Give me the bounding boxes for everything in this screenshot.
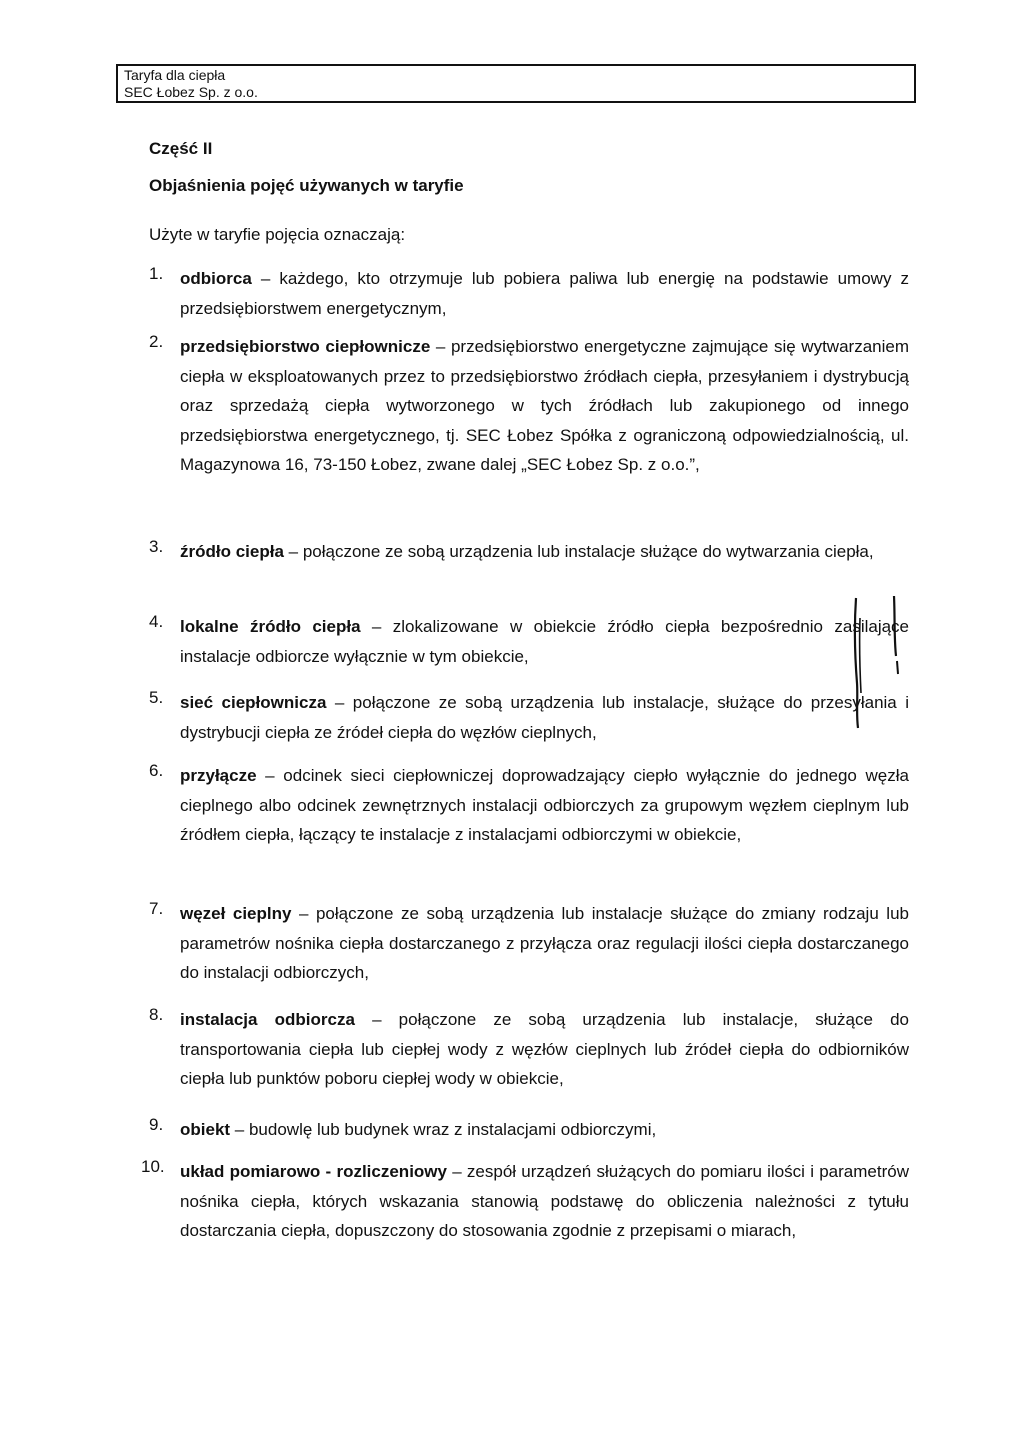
separator: – xyxy=(446,1162,467,1181)
defined-term: przyłącze xyxy=(180,766,257,785)
separator: – xyxy=(251,269,280,288)
definition-item xyxy=(149,1115,909,1145)
definition-text: zespół urządzeń służących do pomiaru ilości i parametrów nośnika ciepła, których wskazania stanowią podstawę do obliczenia należności z tytułu dostarczania ciepła, dopuszczony do stosowania zgodnie z przepisami o miarach, xyxy=(180,1162,909,1240)
definition-text: każdego, kto otrzymuje lub pobiera paliwa lub energię na podstawie umowy z przedsiębiorstwem energetycznym, xyxy=(180,269,909,318)
defined-term: węzeł cieplny xyxy=(180,904,292,923)
document-header xyxy=(116,64,916,103)
header-company: SEC Łobez Sp. z o.o. xyxy=(124,84,258,100)
definition-text: budowlę lub budynek wraz z instalacjami odbiorczymi, xyxy=(248,1120,657,1139)
item-number: 10. xyxy=(141,1157,165,1176)
part-heading: Część II xyxy=(149,139,213,158)
separator: – xyxy=(283,542,303,561)
definition-text: połączone ze sobą urządzenia lub instalacje, służące do przesyłania i dystrybucji ciepła ze źródeł ciepła do węzłów cieplnych, xyxy=(180,693,909,742)
defined-term: obiekt xyxy=(180,1120,231,1139)
defined-term: odbiorca xyxy=(180,269,252,288)
definition-item xyxy=(149,1005,909,1094)
definition-item xyxy=(149,761,909,850)
intro-text: Użyte w taryfie pojęcia oznaczają: xyxy=(149,225,406,244)
definition-item xyxy=(149,612,909,671)
defined-term: instalacja odbiorcza xyxy=(180,1010,355,1029)
definition-text: połączone ze sobą urządzenia lub instalacje służące do wytwarzania ciepła, xyxy=(302,542,874,561)
item-number: 6. xyxy=(149,761,164,780)
definition-item xyxy=(149,688,909,747)
definition-text: zlokalizowane w obiekcie źródło ciepła bezpośrednio zasilające instalacje odbiorcze wyłącznie w tym obiekcie, xyxy=(180,617,910,666)
item-number: 8. xyxy=(149,1005,164,1024)
item-number: 4. xyxy=(149,612,164,631)
section-title: Objaśnienia pojęć używanych w taryfie xyxy=(149,176,464,195)
definition-text: połączone ze sobą urządzenia lub instalacje, służące do transportowania ciepła lub ciepłej wody z węzłów cieplnych lub źródeł ciepła do odbiorników ciepła lub punktów poboru ciepłej wody w obiekcie, xyxy=(180,1010,909,1088)
definition-item xyxy=(149,332,909,480)
defined-term: przedsiębiorstwo ciepłownicze xyxy=(180,337,431,356)
separator: – xyxy=(291,904,316,923)
defined-term: źródło ciepła xyxy=(180,542,284,561)
separator: – xyxy=(354,1010,399,1029)
defined-term: sieć ciepłownicza xyxy=(180,693,327,712)
definition-text: odcinek sieci ciepłowniczej doprowadzający ciepło wyłącznie do jednego węzła cieplnego albo odcinek zewnętrznych instalacji odbiorczych za grupowym węzłem cieplnym lub źródłem ciepła, łączący te instalacje z instalacjami odbiorczymi w obiekcie, xyxy=(180,766,909,844)
defined-term: układ pomiarowo - rozliczeniowy xyxy=(180,1162,447,1181)
definition-text: połączone ze sobą urządzenia lub instalacje służące do zmiany rodzaju lub parametrów nośnika ciepła dostarczanego z przyłącza oraz regulacji ilości ciepła dostarczanego do instalacji odbiorczych, xyxy=(180,904,909,982)
item-number: 2. xyxy=(149,332,164,351)
separator: – xyxy=(326,693,353,712)
separator: – xyxy=(430,337,451,356)
item-number: 5. xyxy=(149,688,164,707)
item-number: 9. xyxy=(149,1115,164,1134)
separator: – xyxy=(360,617,393,636)
definition-item xyxy=(149,899,909,988)
definition-text: przedsiębiorstwo energetyczne zajmujące się wytwarzaniem ciepła w eksploatowanych przez to przedsiębiorstwo źródłach ciepła, przesyłaniem i dystrybucją oraz sprzedażą ciepła wytworzonego w tych źródłach lub zakupionego od innego przedsiębiorstwa energetycznego, tj. SEC Łobez Spółka z ograniczoną odpowiedzialnością, ul. Magazynowa 16, 73-150 Łobez, zwane dalej „SEC Łobez Sp. z o.o.”, xyxy=(180,337,909,474)
definition-item xyxy=(141,1157,909,1246)
item-number: 3. xyxy=(149,537,164,556)
item-number: 7. xyxy=(149,899,164,918)
header-title: Taryfa dla ciepła xyxy=(124,67,226,83)
separator: – xyxy=(230,1120,249,1139)
definition-item xyxy=(149,264,909,323)
separator: – xyxy=(256,766,284,785)
definition-item xyxy=(149,537,909,567)
item-number: 1. xyxy=(149,264,164,283)
defined-term: lokalne źródło ciepła xyxy=(180,617,361,636)
handwritten-initials-mark xyxy=(836,578,926,748)
